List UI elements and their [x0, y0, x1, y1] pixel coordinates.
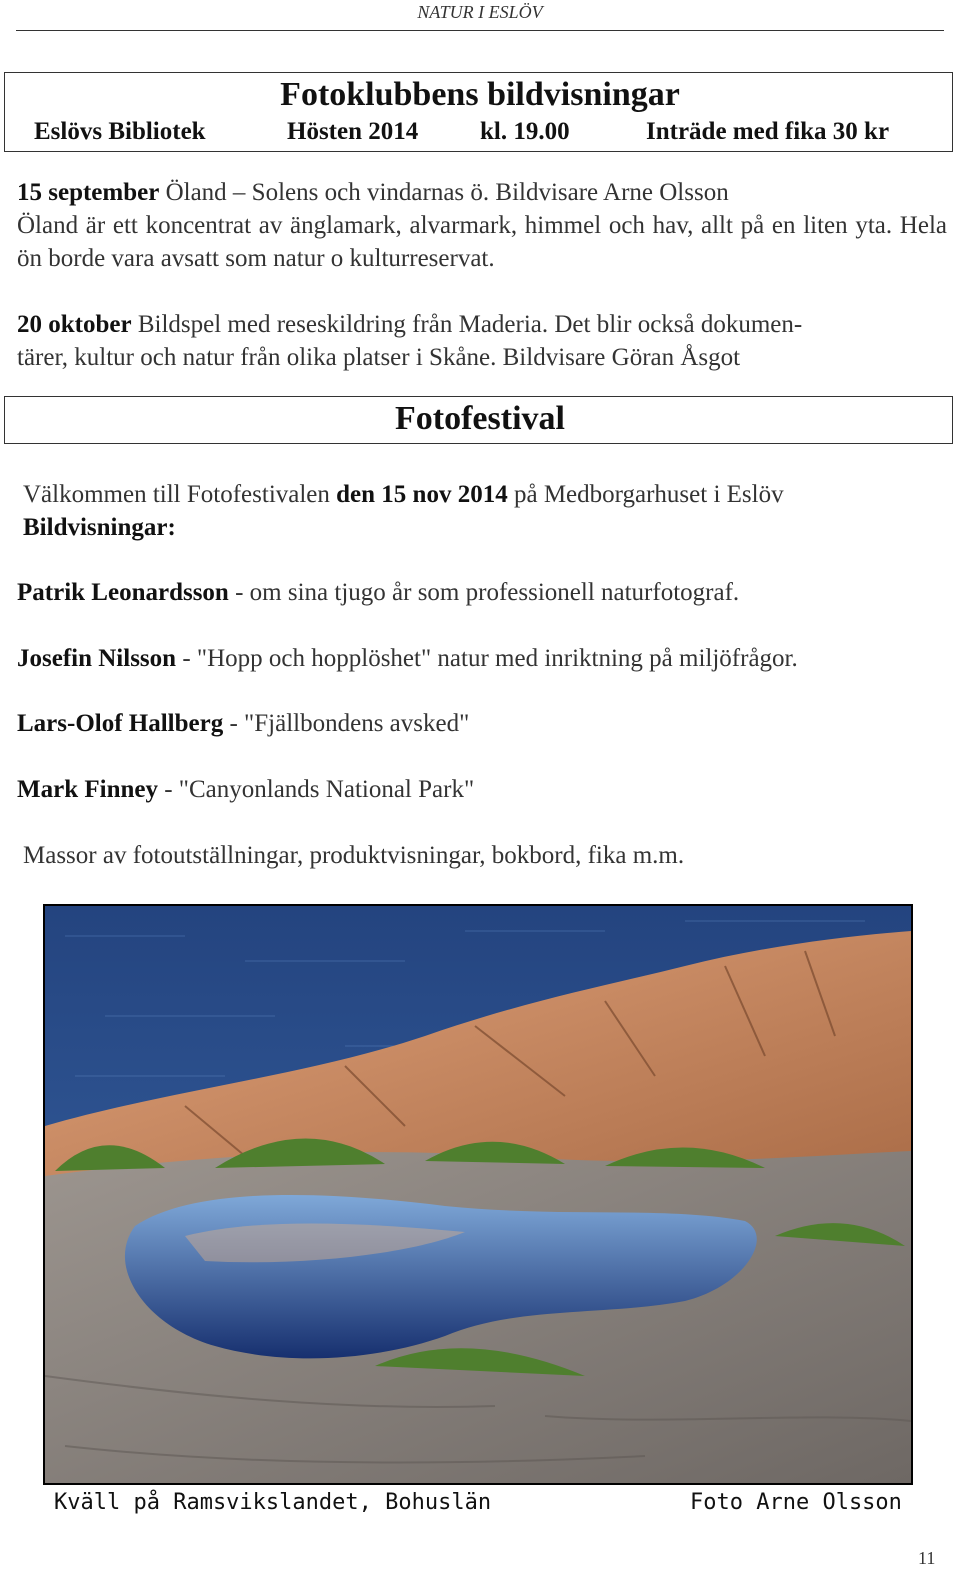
running-header: NATUR I ESLÖV	[417, 2, 543, 22]
event-1-heading	[17, 176, 947, 209]
club-venue: Eslövs Bibliotek	[34, 118, 206, 145]
festival-welcome-post: på Medborgarhuset i Eslöv	[507, 481, 784, 508]
club-season: Hösten 2014	[287, 118, 419, 145]
event-1-description: Öland är ett koncentrat av änglamark, alvarmark, himmel och hav, allt på en liten yta. Hela ön borde vara avsatt som natur o kulturreservat.	[17, 212, 947, 272]
speaker-3	[17, 707, 469, 740]
screenings-label: Bildvisningar:	[23, 514, 176, 541]
header-rule	[16, 30, 944, 31]
festival-welcome-pre: Välkommen till Fotofestivalen	[23, 481, 337, 508]
event-2-text-1: Bildspel med reseskildring från Maderia. Det blir också dokumen-	[131, 311, 803, 338]
event-2-line-2: tärer, kultur och natur från olika platser i Skåne. Bildvisare Göran Åsgot	[17, 344, 741, 371]
speaker-1	[17, 576, 739, 609]
club-time: kl. 19.00	[480, 118, 570, 145]
speaker-name: Josefin Nilsson	[17, 645, 177, 672]
festival-welcome	[23, 478, 784, 511]
photo-illustration	[45, 906, 911, 1483]
landscape-photo	[43, 904, 913, 1485]
speaker-topic: - "Hopp och hopplöshet" natur med inriktning på miljöfrågor.	[176, 645, 798, 672]
event-2-line-1	[17, 308, 947, 341]
event-1-title: Öland – Solens och vindarnas ö. Bildvisare Arne Olsson	[159, 179, 729, 206]
speaker-4	[17, 773, 474, 806]
speaker-name: Patrik Leonardsson	[17, 579, 229, 606]
festival-extras: Massor av fotoutställningar, produktvisningar, bokbord, fika m.m.	[23, 842, 685, 869]
festival-box-title: Fotofestival	[395, 400, 565, 437]
speaker-name: Mark Finney	[17, 776, 158, 803]
speaker-topic: - "Canyonlands National Park"	[157, 776, 475, 803]
photo-credit: Foto Arne Olsson	[690, 1490, 902, 1515]
speaker-name: Lars-Olof Hallberg	[17, 710, 224, 737]
club-box-title: Fotoklubbens bildvisningar	[280, 76, 680, 113]
event-2	[17, 308, 947, 374]
speaker-topic: - "Fjällbondens avsked"	[223, 710, 470, 737]
page-number: 11	[918, 1548, 936, 1568]
speaker-topic: - om sina tjugo år som professionell naturfotograf.	[228, 579, 740, 606]
event-2-date: 20 oktober	[17, 311, 132, 338]
club-entry: Inträde med fika 30 kr	[646, 118, 890, 145]
speaker-2	[17, 642, 798, 675]
event-1-date: 15 september	[17, 179, 160, 206]
festival-date: den 15 nov 2014	[336, 481, 508, 508]
photo-caption-left: Kväll på Ramsvikslandet, Bohuslän	[54, 1490, 492, 1515]
event-1	[17, 176, 947, 275]
